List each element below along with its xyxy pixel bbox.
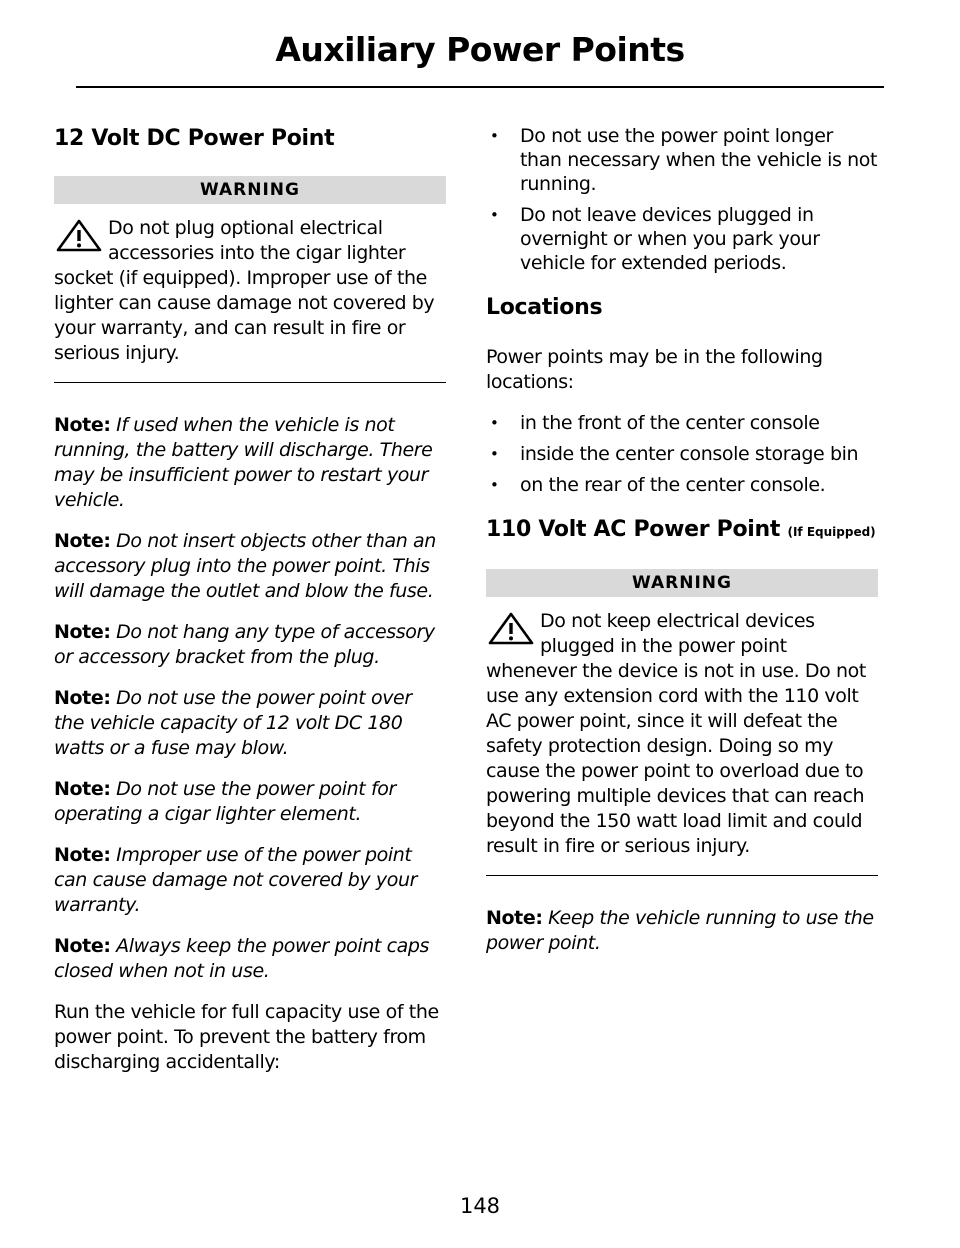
- note-label: Note:: [486, 907, 543, 929]
- precaution-list: [486, 124, 878, 275]
- body-paragraph: Run the vehicle for full capacity use of the power point. To prevent the battery from discharging accidentally:: [54, 1001, 439, 1073]
- right-column: [486, 124, 878, 972]
- note-label: Note:: [54, 778, 111, 800]
- note-label: Note:: [54, 530, 111, 552]
- note-label: Note:: [54, 414, 111, 436]
- note: [54, 413, 446, 513]
- note: [54, 934, 446, 984]
- note: [54, 843, 446, 918]
- warning-triangle-icon: [54, 218, 104, 254]
- heading-text: 110 Volt AC Power Point: [486, 517, 781, 542]
- warning-text: Do not keep electrical devices plugged in the power point whenever the device is not in use. Do not use any extension cord with the 110 volt AC power point, since it will defeat the safety protection design. Doing so my cause the power point to overload due to powering multiple devices that can reach beyond the 150 watt load limit and could result in fire or serious injury.: [486, 610, 866, 857]
- note-label: Note:: [54, 844, 111, 866]
- title-divider: [76, 86, 884, 88]
- section-heading-110v: [486, 515, 878, 547]
- list-item: • on the rear of the center console.: [486, 473, 878, 497]
- left-column: [54, 124, 446, 1091]
- note-text: Do not use the power point over the vehicle capacity of 12 volt DC 180 watts or a fuse may blow.: [54, 687, 412, 759]
- note-label: Note:: [54, 935, 111, 957]
- note: [54, 686, 446, 761]
- note-label: Note:: [54, 687, 111, 709]
- page-number: 148: [459, 1194, 501, 1218]
- note-text: Do not use the power point for operating a cigar lighter element.: [54, 778, 396, 825]
- note: [54, 777, 446, 827]
- locations-list: [486, 411, 878, 497]
- note-text: Do not insert objects other than an accessory plug into the power point. This will damage the outlet and blow the fuse.: [54, 530, 436, 602]
- warning-triangle-icon: [486, 611, 536, 647]
- warning-header: WARNING: [54, 176, 446, 204]
- note: [54, 620, 446, 670]
- list-item: • Do not use the power point longer than necessary when the vehicle is not running.: [486, 124, 878, 196]
- list-item: • in the front of the center console: [486, 411, 878, 435]
- note-label: Note:: [54, 621, 111, 643]
- note-text: If used when the vehicle is not running, the battery will discharge. There may be insufficient power to restart your vehicle.: [54, 414, 433, 511]
- list-item: • inside the center console storage bin: [486, 442, 878, 466]
- warning-divider: [54, 382, 446, 383]
- section-heading-12v: 12 Volt DC Power Point: [54, 126, 335, 151]
- note-text: Keep the vehicle running to use the power point.: [486, 907, 874, 954]
- heading-qualifier: (If Equipped): [787, 525, 876, 539]
- locations-intro: Power points may be in the following locations:: [486, 346, 823, 393]
- note: [486, 906, 878, 956]
- note-text: Do not hang any type of accessory or accessory bracket from the plug.: [54, 621, 435, 668]
- note-text: Improper use of the power point can cause damage not covered by your warranty.: [54, 844, 418, 916]
- note-text: Always keep the power point caps closed when not in use.: [54, 935, 430, 982]
- warning-box-110v: [486, 569, 878, 876]
- page-title: Auxiliary Power Points: [275, 30, 685, 69]
- list-item: • Do not leave devices plugged in overnight or when you park your vehicle for extended periods.: [486, 203, 878, 275]
- note: [54, 529, 446, 604]
- warning-header: WARNING: [486, 569, 878, 597]
- section-heading-locations: Locations: [486, 295, 603, 320]
- warning-box-12v: [54, 176, 446, 383]
- warning-body: [486, 609, 878, 859]
- warning-text: Do not plug optional electrical accessories into the cigar lighter socket (if equipped). Improper use of the lighter can cause damage not covered by your warranty, and can result in fire or serious injury.: [54, 217, 435, 364]
- warning-body: [54, 216, 446, 366]
- warning-divider: [486, 875, 878, 876]
